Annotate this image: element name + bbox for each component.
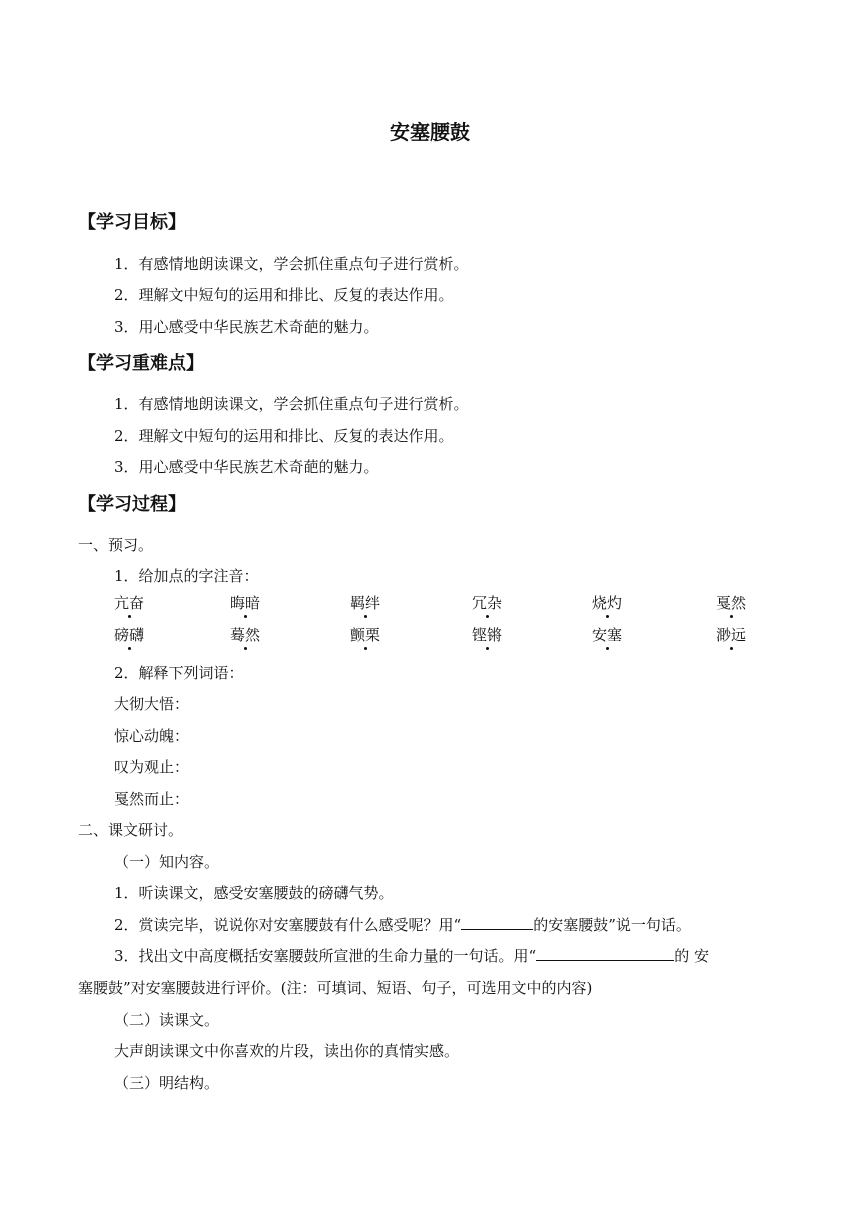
word-item: [592, 624, 622, 645]
word-item: [350, 592, 380, 613]
dotted-char: 磅礴: [114, 626, 145, 644]
word-item: [114, 592, 144, 613]
study-subsection-1: （一）知内容。: [114, 853, 220, 871]
q2-text-start: 2．赏读完毕，说说你对安塞腰鼓有什么感受呢？用“: [114, 916, 462, 934]
study-question-2: [114, 915, 691, 935]
dotted-char: 羁绊: [350, 594, 381, 612]
keypoint-item: 2．理解文中短句的运用和排比、反复的表达作用。: [114, 427, 454, 445]
fill-blank: [536, 946, 674, 961]
dotted-char: 晦暗: [230, 594, 261, 612]
term-item: 叹为观止：: [114, 758, 190, 776]
word-item: [716, 624, 746, 645]
study-question-1: 1．听读课文，感受安塞腰鼓的磅礴气势。: [114, 884, 394, 902]
fill-blank: [461, 915, 533, 930]
q3-text-end: 的 安: [674, 947, 709, 965]
word-item: [472, 624, 502, 645]
dotted-char: 蓦然: [230, 626, 261, 644]
dotted-char: 安塞: [592, 626, 623, 644]
goal-item: 2．理解文中短句的运用和排比、反复的表达作用。: [114, 286, 454, 304]
word-item: [472, 592, 502, 613]
dotted-char: 戛然: [716, 594, 747, 612]
section-heading-process: 【学习过程】: [78, 494, 186, 515]
term-item: 大彻大悟：: [114, 695, 190, 713]
study-subsection-2: （二）读课文。: [114, 1011, 220, 1029]
goal-item: 1．有感情地朗读课文，学会抓住重点句子进行赏析。: [114, 255, 469, 273]
section-heading-goals: 【学习目标】: [78, 212, 186, 233]
word-item: [114, 624, 144, 645]
page-title: 安塞腰鼓: [390, 120, 470, 144]
preview-question-2: 2．解释下列词语：: [114, 664, 244, 682]
keypoint-item: 3．用心感受中华民族艺术奇葩的魅力。: [114, 458, 379, 476]
keypoint-item: 1．有感情地朗读课文，学会抓住重点句子进行赏析。: [114, 395, 469, 413]
dotted-char: 颤栗: [350, 626, 381, 644]
word-item: [230, 592, 260, 613]
word-item: [350, 624, 380, 645]
goal-item: 3．用心感受中华民族艺术奇葩的魅力。: [114, 318, 379, 336]
dotted-char: 烧灼: [592, 594, 623, 612]
dotted-char: 铿锵: [472, 626, 503, 644]
study-subsection-3: （三）明结构。: [114, 1074, 220, 1092]
study-question-3: [114, 946, 709, 966]
section-heading-keypoints: 【学习重难点】: [78, 353, 204, 374]
word-item: [230, 624, 260, 645]
word-row-2: [114, 624, 794, 646]
study-question-3-cont: 塞腰鼓”对安塞腰鼓进行评价。(注：可填词、短语、句子，可选用文中的内容): [78, 979, 593, 997]
term-item: 戛然而止：: [114, 790, 190, 808]
preview-question-1: 1．给加点的字注音：: [114, 567, 259, 585]
word-item: [592, 592, 622, 613]
dotted-char: 亢奋: [114, 594, 145, 612]
dotted-char: 渺远: [716, 626, 747, 644]
study-label: 二、课文研讨。: [78, 821, 184, 839]
q2-text-end: 的安塞腰鼓”说一句话。: [533, 916, 691, 934]
q3-text-start: 3．找出文中高度概括安塞腰鼓所宣泄的生命力量的一句话。用“: [114, 947, 537, 965]
preview-label: 一、预习。: [78, 536, 154, 554]
word-item: [716, 592, 746, 613]
study-read-instruction: 大声朗读课文中你喜欢的片段，读出你的真情实感。: [114, 1042, 460, 1060]
dotted-char: 冗杂: [472, 594, 503, 612]
word-row-1: [114, 592, 794, 614]
term-item: 惊心动魄：: [114, 727, 190, 745]
